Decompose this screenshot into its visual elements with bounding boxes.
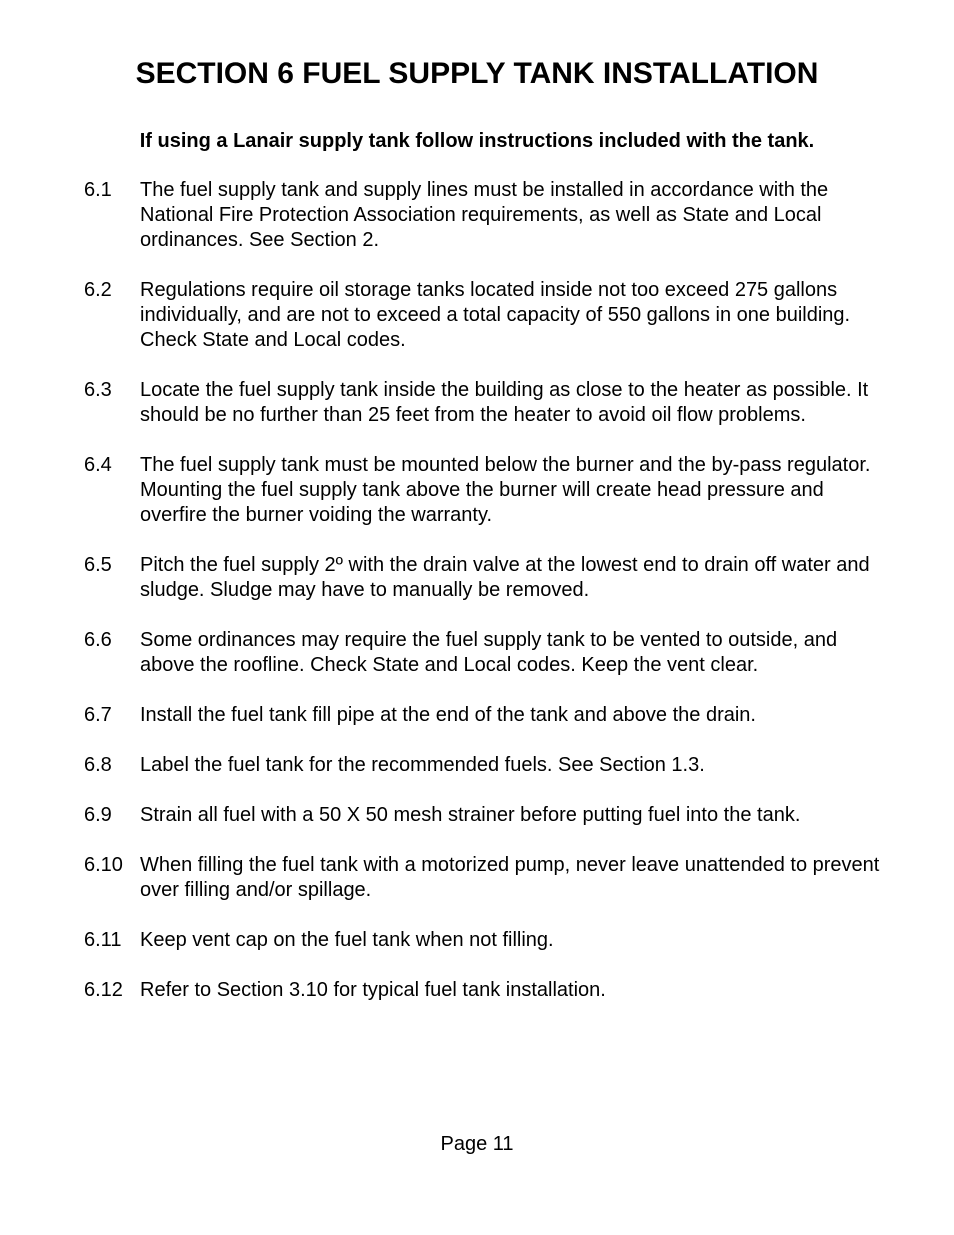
page-title: SECTION 6 FUEL SUPPLY TANK INSTALLATION: [135, 57, 819, 90]
page-number: Page 11: [440, 1133, 514, 1155]
item-number: 6.3: [84, 379, 112, 401]
item-number: 6.2: [84, 279, 112, 301]
item-number: 6.12: [84, 979, 123, 1001]
list-item: [84, 978, 884, 1003]
item-number: 6.9: [84, 804, 112, 826]
list-item: [84, 628, 884, 678]
item-text: Strain all fuel with a 50 X 50 mesh strainer before putting fuel into the tank.: [140, 804, 801, 826]
list-item: [84, 803, 884, 828]
item-number: 6.7: [84, 704, 112, 726]
item-text: Pitch the fuel supply 2º with the drain valve at the lowest end to drain off water and sludge. Sludge may have to manually be removed.: [140, 554, 870, 601]
list-item: [84, 928, 884, 953]
list-item: [84, 753, 884, 778]
item-text: When filling the fuel tank with a motorized pump, never leave unattended to prevent over filling and/or spillage.: [140, 854, 880, 901]
item-text: Install the fuel tank fill pipe at the end of the tank and above the drain.: [140, 704, 756, 726]
item-text: Some ordinances may require the fuel supply tank to be vented to outside, and above the roofline. Check State and Local codes. Keep the vent clear.: [140, 629, 838, 676]
item-number: 6.10: [84, 854, 123, 876]
item-text: Label the fuel tank for the recommended fuels. See Section 1.3.: [140, 754, 705, 776]
item-number: 6.4: [84, 454, 112, 476]
list-item: [84, 553, 884, 603]
instruction-list: [84, 178, 884, 1028]
list-item: [84, 378, 884, 428]
item-number: 6.6: [84, 629, 112, 651]
list-item: [84, 703, 884, 728]
item-text: Keep vent cap on the fuel tank when not filling.: [140, 929, 554, 951]
item-number: 6.8: [84, 754, 112, 776]
list-item: [84, 178, 884, 253]
item-number: 6.1: [84, 179, 112, 201]
item-text: The fuel supply tank must be mounted below the burner and the by-pass regulator. Mounting the fuel supply tank above the burner will create head pressure and overfire the burner voiding the warranty.: [140, 454, 871, 526]
list-item: [84, 853, 884, 903]
instruction-note: If using a Lanair supply tank follow instructions included with the tank.: [139, 130, 815, 152]
item-number: 6.11: [84, 929, 122, 951]
list-item: [84, 453, 884, 528]
item-text: Locate the fuel supply tank inside the building as close to the heater as possible. It should be no further than 25 feet from the heater to avoid oil flow problems.: [140, 379, 869, 426]
list-item: [84, 278, 884, 353]
item-text: Refer to Section 3.10 for typical fuel tank installation.: [140, 979, 606, 1001]
item-text: The fuel supply tank and supply lines must be installed in accordance with the National Fire Protection Association requirements, as well as State and Local ordinances. See Section 2.: [140, 179, 829, 251]
item-number: 6.5: [84, 554, 112, 576]
item-text: Regulations require oil storage tanks located inside not too exceed 275 gallons individually, and are not to exceed a total capacity of 550 gallons in one building. Check State and Local codes.: [140, 279, 851, 351]
